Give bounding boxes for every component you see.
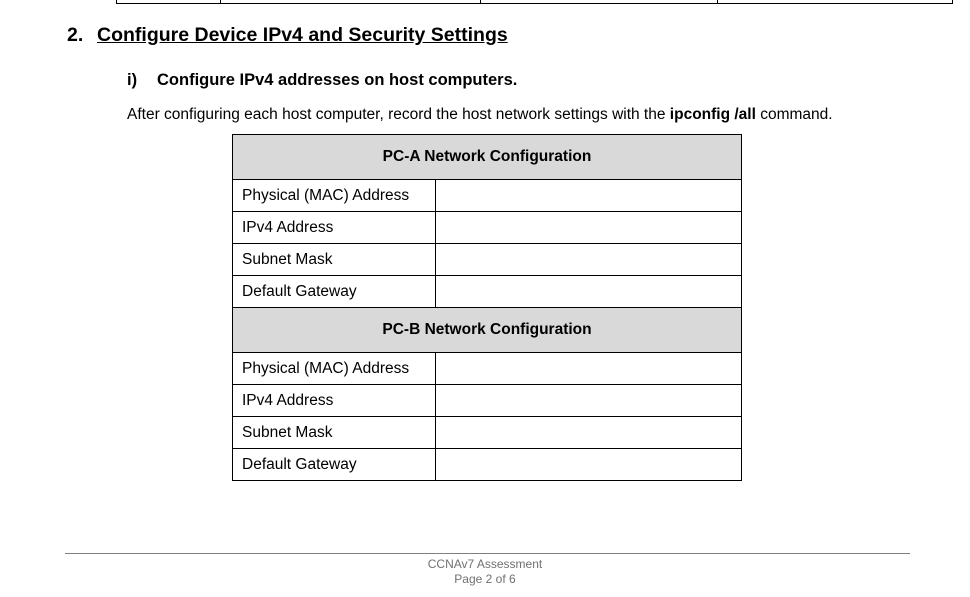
pc-a-subnet-label: Subnet Mask bbox=[233, 244, 436, 276]
table-divider bbox=[717, 0, 718, 4]
footer-document-title: CCNAv7 Assessment bbox=[427, 557, 543, 571]
pc-b-ipv4-label: IPv4 Address bbox=[233, 385, 436, 417]
pc-b-gateway-value[interactable] bbox=[436, 449, 742, 481]
section-number: 2. bbox=[67, 24, 84, 46]
pc-b-gateway-label: Default Gateway bbox=[233, 449, 436, 481]
table-row bbox=[233, 212, 742, 244]
subsection-title: Configure IPv4 addresses on host computers. bbox=[157, 71, 518, 89]
footer-divider bbox=[65, 553, 910, 554]
table-divider bbox=[116, 0, 117, 4]
pc-a-header-row bbox=[233, 135, 742, 180]
pc-b-subnet-value[interactable] bbox=[436, 417, 742, 449]
pc-b-header: PC-B Network Configuration bbox=[233, 308, 742, 353]
pc-a-mac-value[interactable] bbox=[436, 180, 742, 212]
table-divider bbox=[480, 0, 481, 4]
instruction-tail: command. bbox=[755, 106, 833, 123]
pc-a-gateway-value[interactable] bbox=[436, 276, 742, 308]
pc-b-subnet-label: Subnet Mask bbox=[233, 417, 436, 449]
subsection-number: i) bbox=[127, 71, 138, 89]
pc-b-header-row bbox=[233, 308, 742, 353]
pc-b-mac-value[interactable] bbox=[436, 353, 742, 385]
table-row bbox=[233, 276, 742, 308]
pc-a-gateway-label: Default Gateway bbox=[233, 276, 436, 308]
table-row bbox=[233, 417, 742, 449]
section-heading bbox=[67, 24, 508, 47]
pc-a-subnet-value[interactable] bbox=[436, 244, 742, 276]
table-row bbox=[233, 353, 742, 385]
pc-a-ipv4-value[interactable] bbox=[436, 212, 742, 244]
table-row bbox=[233, 449, 742, 481]
instruction-lead: After configuring each host computer, record the host network settings with the bbox=[127, 106, 670, 123]
instruction-command: ipconfig /all bbox=[669, 106, 756, 123]
pc-a-mac-label: Physical (MAC) Address bbox=[233, 180, 436, 212]
table-row bbox=[233, 244, 742, 276]
pc-b-ipv4-value[interactable] bbox=[436, 385, 742, 417]
instruction-text bbox=[127, 106, 833, 124]
previous-table-bottom-edge bbox=[117, 0, 953, 4]
section-title: Configure Device IPv4 and Security Settings bbox=[97, 24, 508, 46]
pc-a-header: PC-A Network Configuration bbox=[233, 135, 742, 180]
table-divider bbox=[952, 0, 953, 4]
network-configuration-table bbox=[232, 134, 742, 481]
pc-b-mac-label: Physical (MAC) Address bbox=[233, 353, 436, 385]
pc-a-ipv4-label: IPv4 Address bbox=[233, 212, 436, 244]
subsection-heading bbox=[127, 71, 517, 90]
table-row bbox=[233, 180, 742, 212]
table-row bbox=[233, 385, 742, 417]
table-divider bbox=[220, 0, 221, 4]
footer-page-number: Page 2 of 6 bbox=[454, 572, 516, 586]
